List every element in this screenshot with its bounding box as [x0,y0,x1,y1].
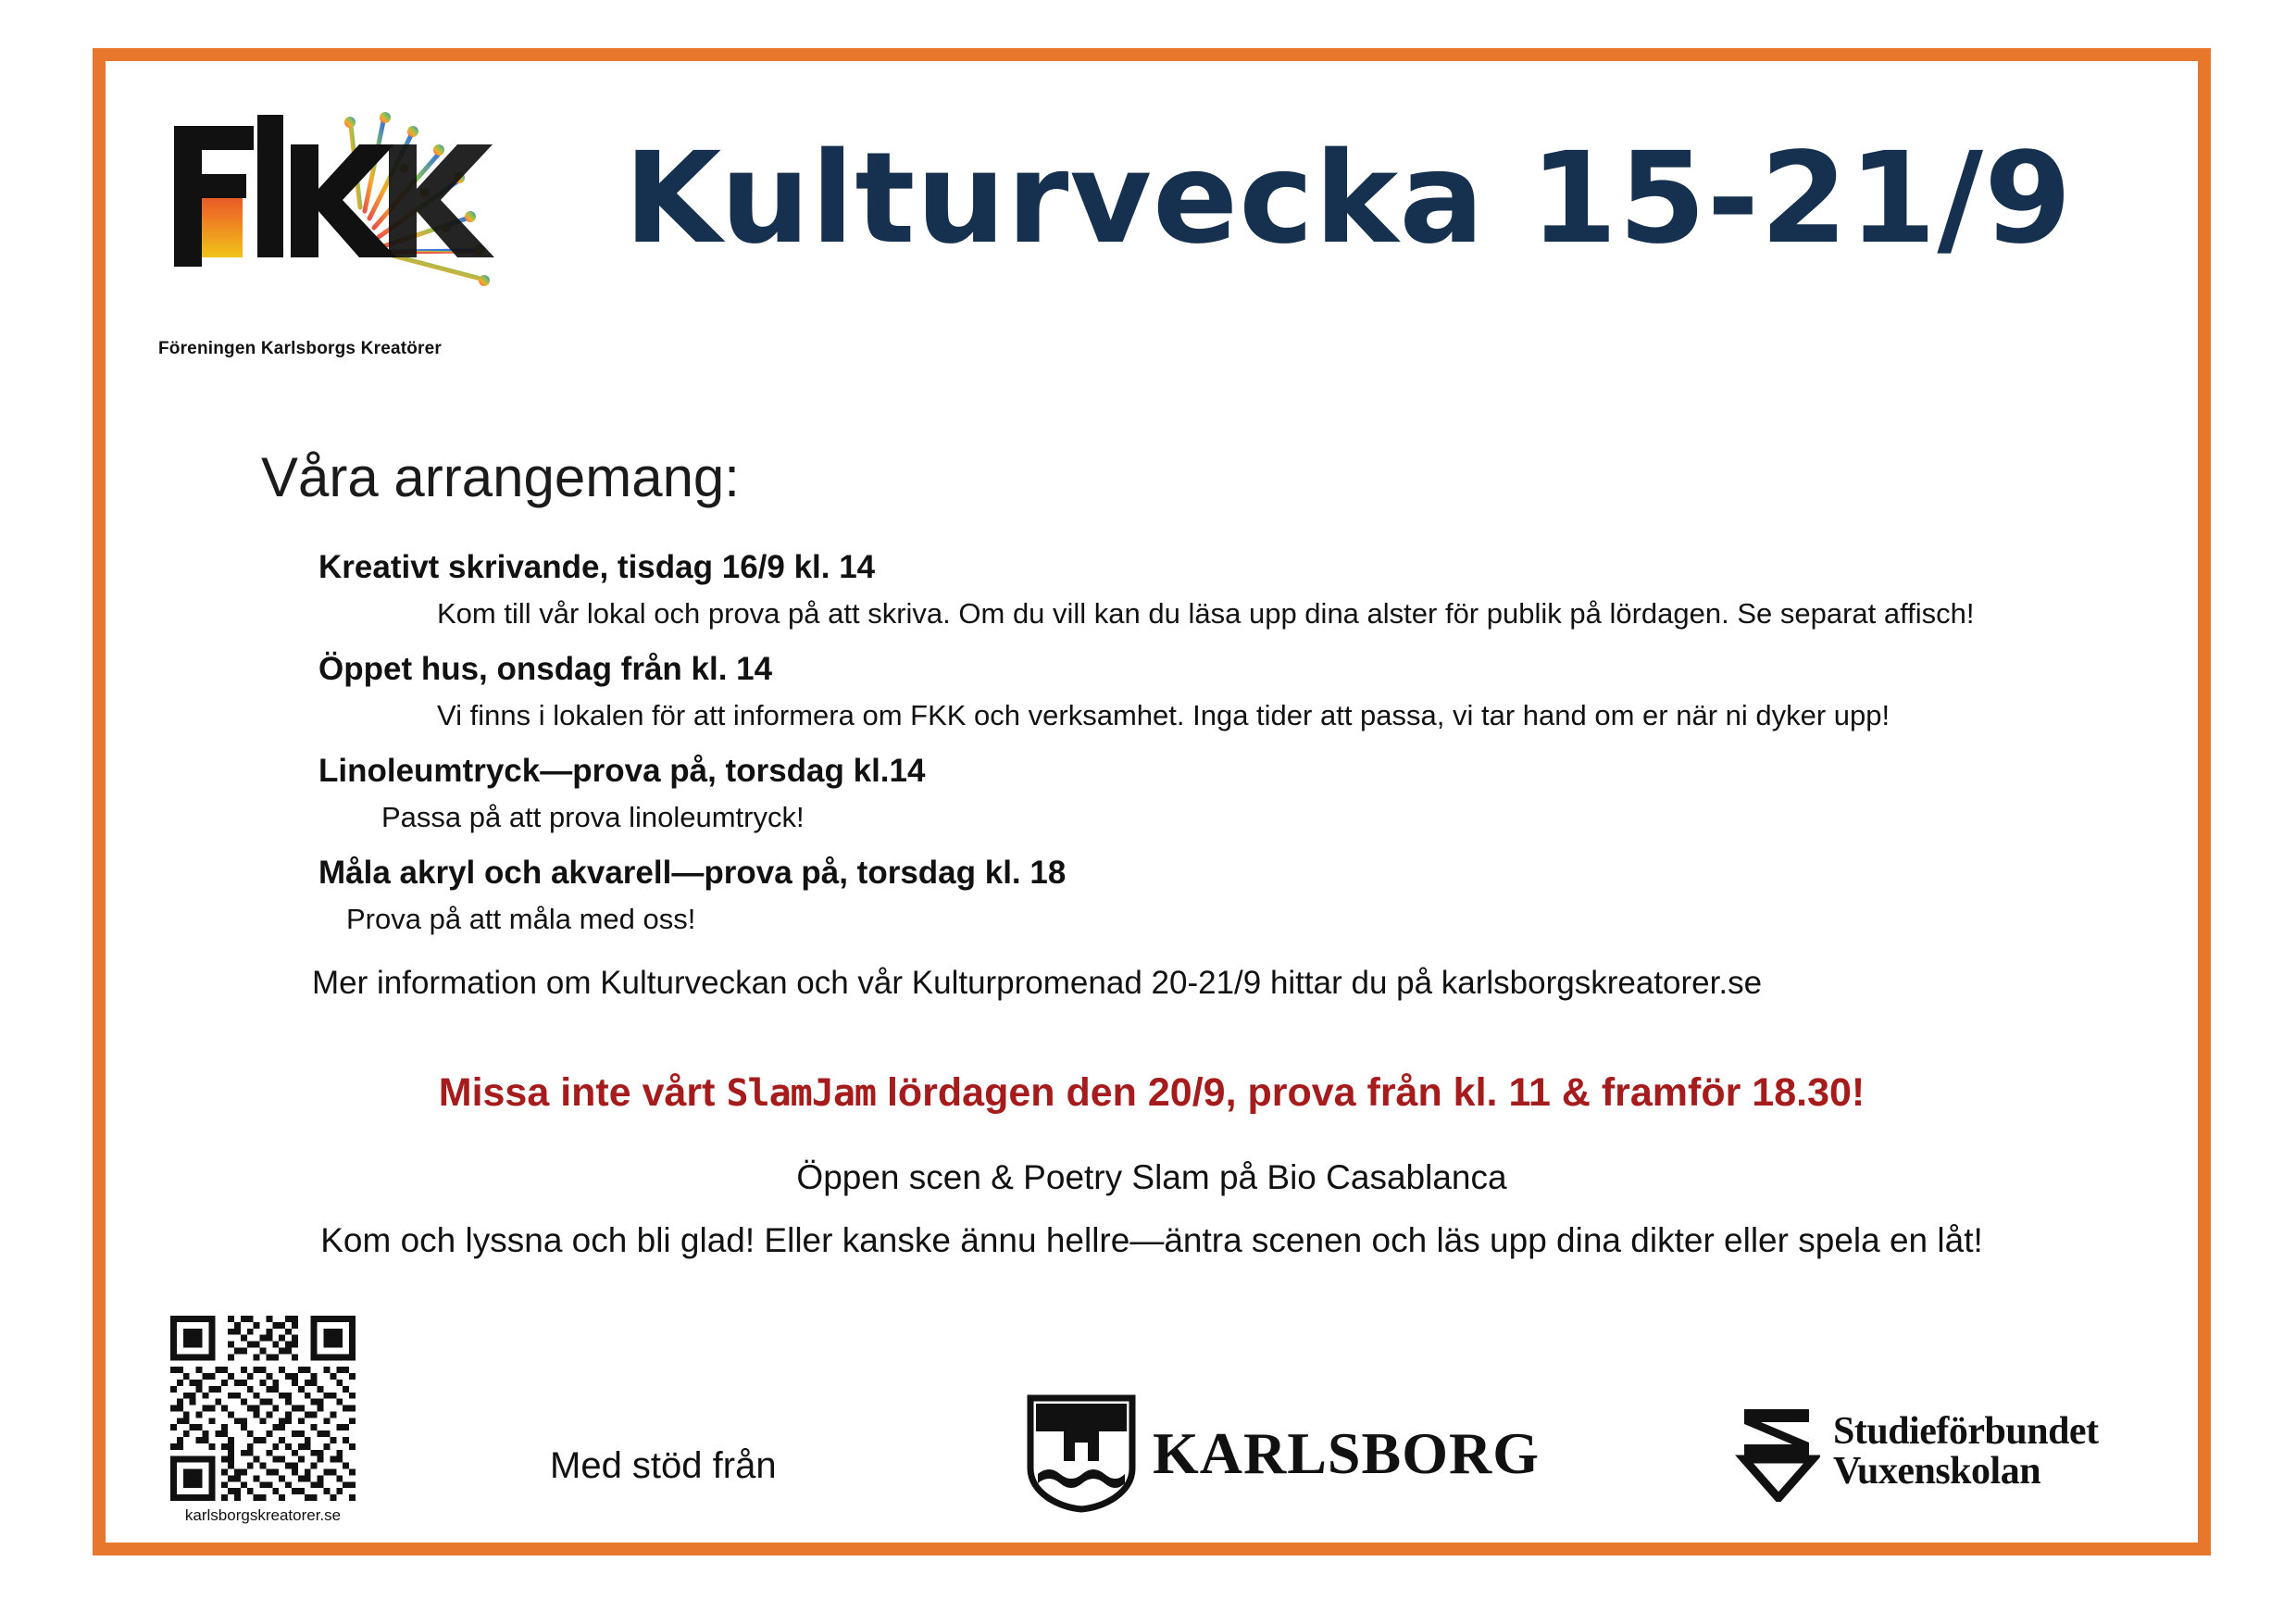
list-item [261,751,2168,836]
list-item [261,547,2168,632]
event-title: Måla akryl och akvarell—prova på, torsdag kl. 18 [318,855,1067,892]
more-info-text: Mer information om Kulturveckan och vår Kulturpromenad 20-21/9 hittar du på karlsborgskreatorer.se [312,965,1763,1002]
slam-headline [106,1070,2198,1116]
section-heading: Våra arrangemang: [261,446,740,508]
slam-subtitle: Öppen scen & Poetry Slam på Bio Casablanca [796,1158,1507,1196]
sv-logo [1735,1402,2099,1502]
qr-code-icon [170,1316,356,1501]
slam-subtitle-secondary: Kom och lyssna och bli glad! Eller kanske ännu hellre—äntra scenen och läs upp dina dikter eller spela en låt! [320,1221,1983,1259]
sv-line-1: Studieförbundet [1833,1410,2099,1454]
event-description: Prova på att måla med oss! [346,902,696,935]
fkk-logo-caption: Föreningen Karlsborgs Kreatörer [157,339,443,358]
sv-mark-icon [1735,1402,1820,1502]
qr-block [170,1316,383,1525]
slam-headline-highlight: SlamJam [726,1072,877,1115]
qr-caption: karlsborgskreatorer.se [184,1506,342,1524]
event-description: Kom till vår lokal och prova på att skriva. Om du vill kan du läsa upp dina alster för publik på lördagen. Se separat affisch! [437,596,1975,630]
event-description: Vi finns i lokalen för att informera om FKK och verksamhet. Inga tider att passa, vi tar hand om er när ni dyker upp! [437,698,1890,731]
fkk-logo-icon [161,89,531,306]
slam-headline-before: Missa inte vårt [438,1070,727,1115]
poster-frame [93,48,2211,1555]
list-item [261,649,2168,734]
karlsborg-wordmark: KARLSBORG [1153,1420,1540,1486]
page-title: Kulturvecka 15-21/9 [624,126,2073,272]
support-text: Med stöd från [550,1445,777,1486]
event-description: Passa på att prova linoleumtryck! [381,800,805,833]
karlsborg-logo [1027,1394,1540,1513]
list-item [261,853,2168,938]
slam-headline-after: lördagen den 20/9, prova från kl. 11 & framför 18.30! [876,1070,1866,1115]
sv-line-2: Vuxenskolan [1833,1450,2041,1493]
sv-wordmark [1833,1412,2099,1492]
event-title: Kreativt skrivande, tisdag 16/9 kl. 14 [318,549,876,585]
karlsborg-crest-icon [1027,1394,1136,1513]
event-title: Linoleumtryck—prova på, torsdag kl.14 [318,753,926,790]
events-list [261,547,2168,1005]
event-title: Öppet hus, onsdag från kl. 14 [318,651,773,688]
poster-header [106,61,2198,358]
